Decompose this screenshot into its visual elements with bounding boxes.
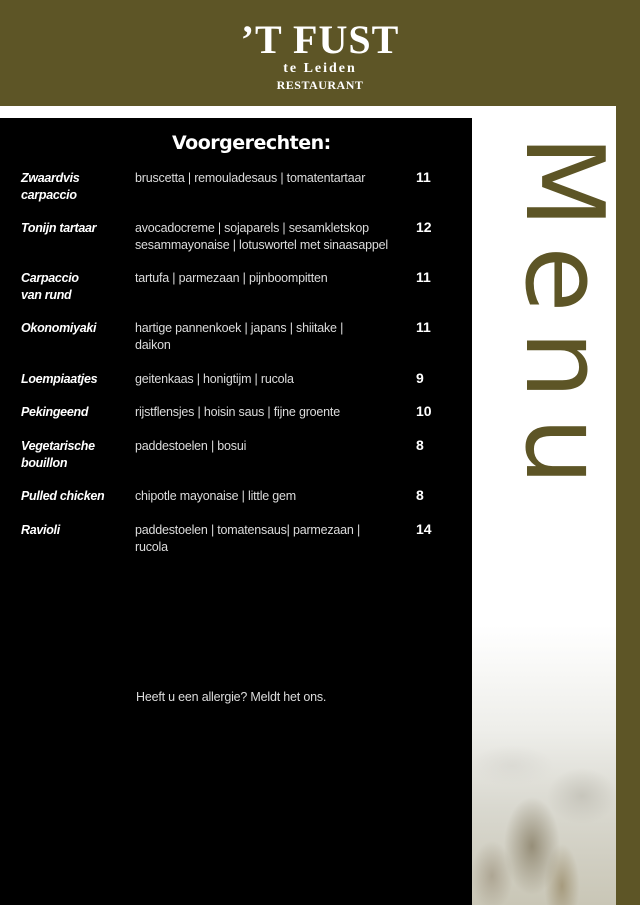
dish-description: tartufa | parmezaan | pijnboompitten <box>135 271 328 285</box>
menu-vertical-title <box>501 135 626 575</box>
restaurant-name: ’T FUST <box>240 17 400 62</box>
dish-name: Okonomiyaki <box>21 321 97 335</box>
dish-description: chipotle mayonaise | little gem <box>135 489 297 503</box>
dish-name: Ravioli <box>21 523 60 537</box>
dish-price: 11 <box>416 169 431 185</box>
dish-name: Pulled chicken <box>21 489 105 503</box>
dish-price: 11 <box>416 269 431 285</box>
restaurant-city: te Leiden <box>283 61 357 76</box>
restaurant-type: RESTAURANT <box>276 78 364 92</box>
dish-price: 9 <box>416 370 424 386</box>
dish-price: 10 <box>416 403 432 419</box>
allergy-note: Heeft u een allergie? Meldt het ons. <box>136 690 327 704</box>
dish-description: hartige pannenkoek | japans | shiitake | daikon <box>135 321 344 352</box>
dish-description: paddestoelen | tomatensaus| parmezaan | rucola <box>135 523 361 554</box>
dish-description: geitenkaas | honigtijm | rucola <box>135 372 294 386</box>
dish-name: Vegetarische bouillon <box>21 439 95 470</box>
dish-price: 8 <box>416 487 424 503</box>
dish-name: Pekingeend <box>21 405 89 419</box>
dish-price: 12 <box>416 219 432 235</box>
dish-name: Tonijn tartaar <box>21 221 97 235</box>
decorative-photo <box>472 706 616 905</box>
dish-name: Zwaardvis carpaccio <box>21 171 80 202</box>
dish-description: bruscetta | remouladesaus | tomatentartaar <box>135 171 366 185</box>
header <box>0 0 640 106</box>
dish-description: paddestoelen | bosui <box>135 439 247 453</box>
menu-panel <box>0 118 472 905</box>
dish-price: 11 <box>416 319 431 335</box>
section-title: Voorgerechten: <box>172 132 331 154</box>
dish-description: rijstflensjes | hoisin saus | fijne groente <box>135 405 340 419</box>
dish-price: 14 <box>416 521 432 537</box>
dish-name: Carpaccio van rund <box>21 271 79 302</box>
dish-name: Loempiaatjes <box>21 372 98 386</box>
menu-title-text: Menu <box>501 135 626 504</box>
dish-price: 8 <box>416 437 424 453</box>
dish-description: avocadocreme | sojaparels | sesamkletskop sesammayonaise | lotuswortel met sinaasappel <box>135 221 388 252</box>
